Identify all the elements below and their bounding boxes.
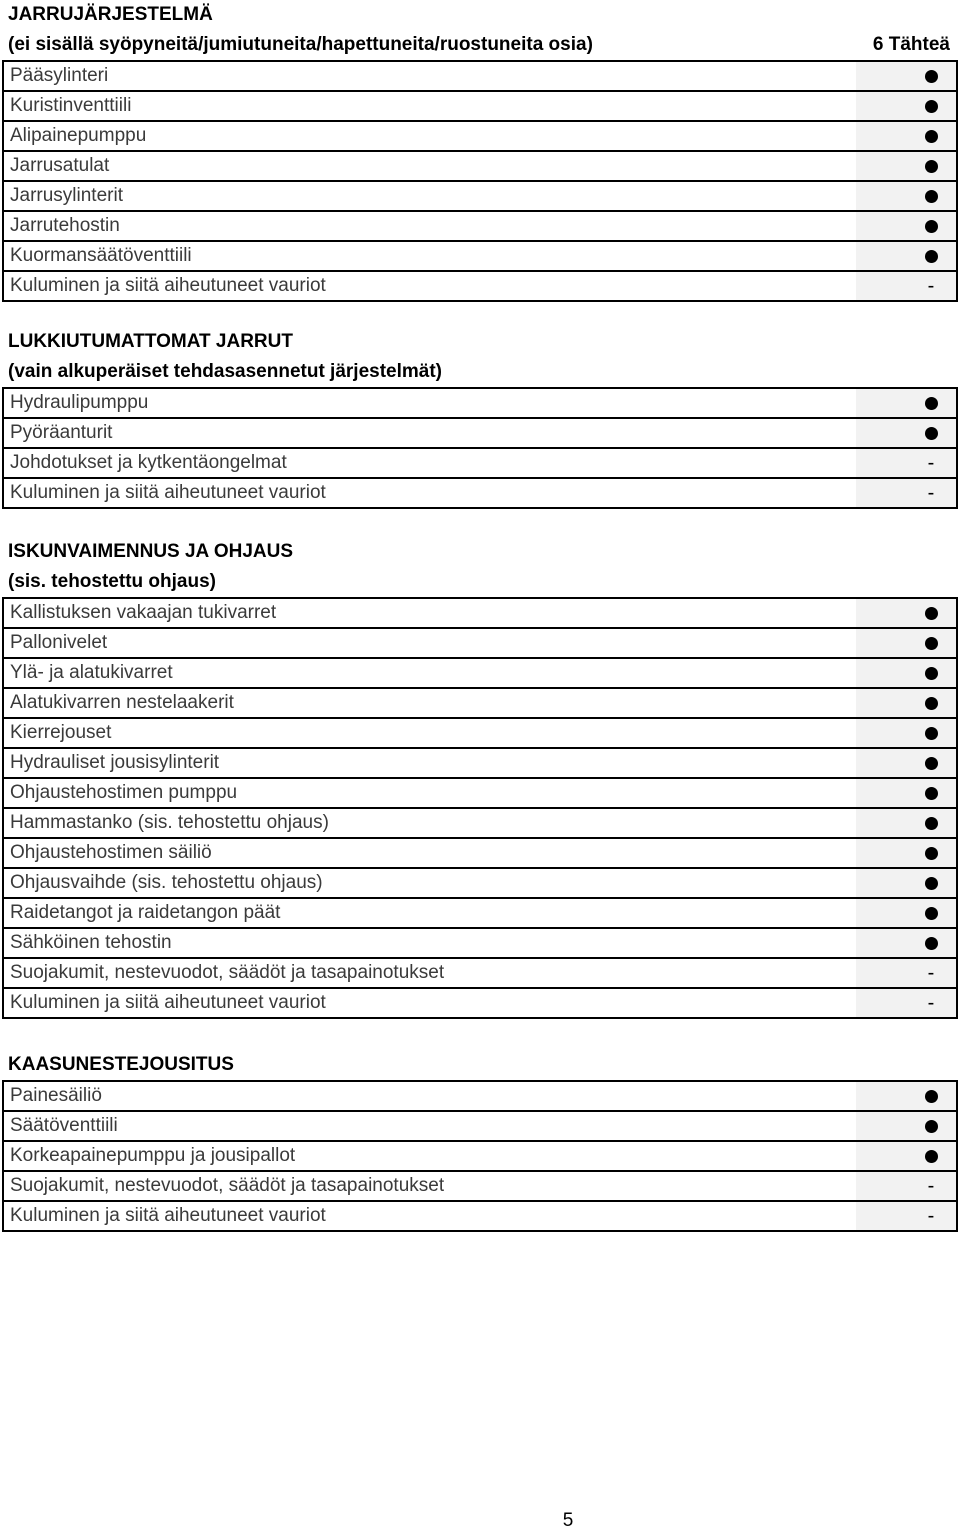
dash-text: - [927, 274, 935, 297]
covered-dot-icon [856, 62, 956, 90]
section-subtitle [2, 30, 958, 60]
section-1 [2, 327, 958, 509]
section-3 [2, 1050, 958, 1232]
table-row [4, 477, 956, 507]
covered-dot-icon [856, 1082, 956, 1110]
section-title [2, 327, 958, 357]
coverage-table [2, 597, 958, 1019]
section-title-text: ISKUNVAIMENNUS JA OHJAUS [8, 541, 294, 562]
rating-header: 6 Tähteä [872, 34, 950, 55]
covered-dot-icon [856, 599, 956, 627]
not-covered-mark [856, 1172, 956, 1200]
table-row [4, 957, 956, 987]
row-label: Ylä- ja alatukivarret [10, 662, 173, 683]
row-label: Painesäiliö [10, 1085, 102, 1106]
table-row [4, 1110, 956, 1140]
row-label: Ohjaustehostimen pumppu [10, 782, 238, 803]
section-title-text: (vain alkuperäiset tehdasasennetut järjestelmät) [8, 361, 442, 382]
row-label: Pallonivelet [10, 632, 108, 653]
section-2 [2, 537, 958, 1019]
coverage-table [2, 60, 958, 302]
covered-dot-icon [856, 92, 956, 120]
row-label: Kuluminen ja siitä aiheutuneet vauriot [10, 1205, 326, 1226]
dash-text: - [927, 1204, 935, 1227]
row-label: Sähköinen tehostin [10, 932, 172, 953]
table-row [4, 599, 956, 627]
row-label: Kallistuksen vakaajan tukivarret [10, 602, 277, 623]
table-row [4, 897, 956, 927]
covered-dot-icon [856, 242, 956, 270]
section-subtitle [2, 567, 958, 597]
section-title [2, 537, 958, 567]
covered-dot-icon [856, 929, 956, 957]
table-row [4, 270, 956, 300]
table-row [4, 687, 956, 717]
covered-dot-icon [856, 629, 956, 657]
not-covered-mark [856, 1202, 956, 1230]
row-label: Kuluminen ja siitä aiheutuneet vauriot [10, 992, 326, 1013]
coverage-table [2, 1080, 958, 1232]
row-label: Ohjausvaihde (sis. tehostettu ohjaus) [10, 872, 323, 893]
not-covered-mark [856, 479, 956, 507]
covered-dot-icon [856, 899, 956, 927]
row-label: Alipainepumppu [10, 125, 147, 146]
covered-dot-icon [856, 152, 956, 180]
row-label: Jarrusylinterit [10, 185, 123, 206]
row-label: Korkeapainepumppu ja jousipallot [10, 1145, 296, 1166]
table-row [4, 180, 956, 210]
page-number: 5 [562, 1510, 574, 1531]
covered-dot-icon [856, 1142, 956, 1170]
section-title-text: KAASUNESTEJOUSITUS [8, 1054, 234, 1075]
dash-text: - [927, 481, 935, 504]
row-label: Johdotukset ja kytkentäongelmat [10, 452, 287, 473]
covered-dot-icon [856, 182, 956, 210]
row-label: Jarrusatulat [10, 155, 110, 176]
table-row [4, 837, 956, 867]
table-row [4, 717, 956, 747]
table-row [4, 1140, 956, 1170]
table-row [4, 447, 956, 477]
row-label: Alatukivarren nestelaakerit [10, 692, 234, 713]
dash-text: - [927, 991, 935, 1014]
row-label: Pääsylinteri [10, 65, 109, 86]
coverage-table [2, 387, 958, 509]
row-label: Raidetangot ja raidetangon päät [10, 902, 281, 923]
table-row [4, 927, 956, 957]
section-title [2, 1050, 958, 1080]
row-label: Suojakumit, nestevuodot, säädöt ja tasapainotukset [10, 962, 445, 983]
covered-dot-icon [856, 869, 956, 897]
covered-dot-icon [856, 809, 956, 837]
table-row [4, 417, 956, 447]
table-row [4, 777, 956, 807]
row-label: Kuluminen ja siitä aiheutuneet vauriot [10, 482, 326, 503]
dash-text: - [927, 1174, 935, 1197]
row-label: Hammastanko (sis. tehostettu ohjaus) [10, 812, 329, 833]
not-covered-mark [856, 449, 956, 477]
table-row [4, 1082, 956, 1110]
section-title-text: (sis. tehostettu ohjaus) [8, 571, 216, 592]
table-row [4, 389, 956, 417]
covered-dot-icon [856, 779, 956, 807]
covered-dot-icon [856, 122, 956, 150]
covered-dot-icon [856, 419, 956, 447]
section-title-text: LUKKIUTUMATTOMAT JARRUT [8, 331, 293, 352]
covered-dot-icon [856, 389, 956, 417]
table-row [4, 90, 956, 120]
table-row [4, 657, 956, 687]
table-row [4, 627, 956, 657]
covered-dot-icon [856, 689, 956, 717]
section-title-text: JARRUJÄRJESTELMÄ [8, 4, 213, 25]
row-label: Hydraulipumppu [10, 392, 149, 413]
dash-text: - [927, 451, 935, 474]
covered-dot-icon [856, 1112, 956, 1140]
section-subtitle [2, 357, 958, 387]
table-row [4, 150, 956, 180]
table-row [4, 747, 956, 777]
row-label: Kierrejouset [10, 722, 112, 743]
row-label: Suojakumit, nestevuodot, säädöt ja tasapainotukset [10, 1175, 445, 1196]
table-row [4, 1170, 956, 1200]
section-title-text: (ei sisällä syöpyneitä/jumiutuneita/hapettuneita/ruostuneita osia) [8, 34, 593, 55]
section-title [2, 0, 958, 30]
row-label: Ohjaustehostimen säiliö [10, 842, 212, 863]
covered-dot-icon [856, 749, 956, 777]
table-row [4, 120, 956, 150]
row-label: Pyöräanturit [10, 422, 113, 443]
row-label: Jarrutehostin [10, 215, 120, 236]
covered-dot-icon [856, 839, 956, 867]
dash-text: - [927, 961, 935, 984]
row-label: Kuormansäätöventtiili [10, 245, 192, 266]
table-row [4, 210, 956, 240]
not-covered-mark [856, 959, 956, 987]
covered-dot-icon [856, 719, 956, 747]
row-label: Hydrauliset jousisylinterit [10, 752, 220, 773]
table-row [4, 867, 956, 897]
table-row [4, 62, 956, 90]
section-0 [2, 0, 958, 302]
not-covered-mark [856, 989, 956, 1017]
row-label: Kuluminen ja siitä aiheutuneet vauriot [10, 275, 326, 296]
table-row [4, 807, 956, 837]
row-label: Säätöventtiili [10, 1115, 118, 1136]
covered-dot-icon [856, 212, 956, 240]
table-row [4, 1200, 956, 1230]
covered-dot-icon [856, 659, 956, 687]
not-covered-mark [856, 272, 956, 300]
table-row [4, 987, 956, 1017]
row-label: Kuristinventtiili [10, 95, 132, 116]
table-row [4, 240, 956, 270]
